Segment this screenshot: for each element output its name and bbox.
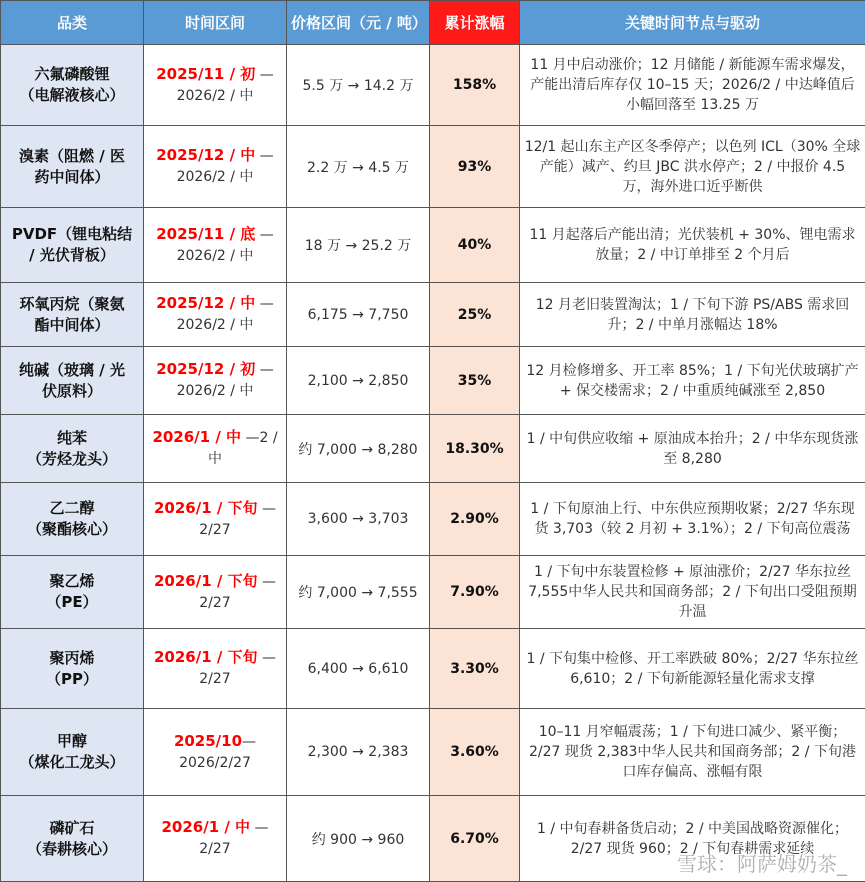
period-end: —2026/2 / 中 (177, 67, 274, 104)
period-start: 2025/12 / 中 (156, 146, 255, 164)
category-name: 乙二醇 (5, 498, 139, 519)
gain-cell: 40% (430, 208, 520, 283)
header-period: 时间区间 (144, 1, 287, 45)
category-name: 纯碱（玻璃 / 光 (5, 360, 139, 381)
price-range-cell: 18 万 → 25.2 万 (287, 208, 430, 283)
gain-cell: 3.60% (430, 709, 520, 796)
category-note: （芳烃龙头） (5, 449, 139, 470)
period-start: 2025/11 / 底 (156, 225, 255, 243)
period-end: —2/27 (199, 820, 268, 857)
drivers-cell: 12 月检修增多、开工率 85%；1 / 下旬光伏玻璃扩产 + 保交楼需求；2 / 中重质纯碱涨至 2,850 (520, 347, 865, 415)
price-range-cell: 6,400 → 6,610 (287, 629, 430, 709)
price-range-cell: 5.5 万 → 14.2 万 (287, 45, 430, 126)
table-row (1, 415, 865, 483)
table-row (1, 709, 865, 796)
category-name: 六氟磷酸锂 (5, 64, 139, 85)
table-row (1, 283, 865, 347)
period-cell (144, 126, 287, 208)
category-cell (1, 45, 144, 126)
category-cell (1, 709, 144, 796)
gain-cell: 25% (430, 283, 520, 347)
table-row (1, 556, 865, 629)
category-cell (1, 347, 144, 415)
period-end: —2026/2 / 中 (177, 362, 274, 399)
price-range-cell: 约 900 → 960 (287, 796, 430, 882)
period-end: —2/27 (199, 650, 276, 687)
category-name: 纯苯 (5, 428, 139, 449)
gain-cell: 7.90% (430, 556, 520, 629)
period-start: 2026/1 / 下旬 (154, 648, 258, 666)
category-note: （煤化工龙头） (5, 752, 139, 773)
gain-cell: 93% (430, 126, 520, 208)
category-cell (1, 556, 144, 629)
period-start: 2025/12 / 初 (156, 360, 255, 378)
header-drivers: 关键时间节点与驱动 (520, 1, 865, 45)
period-end: —2026/2/27 (179, 734, 256, 771)
drivers-cell: 12/1 起山东主产区冬季停产；以色列 ICL（30% 全球产能）减产、约旦 JBC 洪水停产；2 / 中报价 4.5 万，海外进口近乎断供 (520, 126, 865, 208)
price-range-cell: 2.2 万 → 4.5 万 (287, 126, 430, 208)
price-range-cell: 约 7,000 → 8,280 (287, 415, 430, 483)
category-note: （聚酯核心） (5, 519, 139, 540)
category-name: 聚乙烯 (5, 571, 139, 592)
category-name: 环氧丙烷（聚氨 (5, 294, 139, 315)
table-row (1, 347, 865, 415)
category-note: 酯中间体） (5, 315, 139, 336)
drivers-cell: 1 / 中旬春耕备货启动；2 / 中美国战略资源催化；2/27 现货 960；2 / 下旬春耕需求延续 (520, 796, 865, 882)
category-note: 伏原料） (5, 381, 139, 402)
period-start: 2026/1 / 中 (152, 428, 241, 446)
category-name: 溴素（阻燃 / 医 (5, 146, 139, 167)
gain-cell: 158% (430, 45, 520, 126)
period-end: —2/27 (199, 574, 276, 611)
category-note: （春耕核心） (5, 839, 139, 860)
category-note: / 光伏背板） (5, 245, 139, 266)
drivers-cell: 10–11 月窄幅震荡；1 / 下旬进口减少、紧平衡；2/27 现货 2,383中华人民共和国商务部；2 / 下旬港口库存偏高、涨幅有限 (520, 709, 865, 796)
period-end: —2026/2 / 中 (177, 296, 274, 333)
table-row (1, 483, 865, 556)
header-gain: 累计涨幅 (430, 1, 520, 45)
drivers-cell: 1 / 下旬中东装置检修 + 原油涨价；2/27 华东拉丝 7,555中华人民共和国商务部；2 / 下旬出口受阻预期升温 (520, 556, 865, 629)
header-price: 价格区间（元 / 吨） (287, 1, 430, 45)
price-range-cell: 6,175 → 7,750 (287, 283, 430, 347)
category-cell (1, 208, 144, 283)
period-cell (144, 208, 287, 283)
price-range-cell: 3,600 → 3,703 (287, 483, 430, 556)
table-row (1, 629, 865, 709)
period-end: —2026/2 / 中 (177, 227, 274, 264)
category-note: （PP） (5, 669, 139, 690)
period-cell (144, 347, 287, 415)
header-category: 品类 (1, 1, 144, 45)
drivers-cell: 11 月中启动涨价；12 月储能 / 新能源车需求爆发，产能出清后库存仅 10–15 天；2026/2 / 中达峰值后小幅回落至 13.25 万 (520, 45, 865, 126)
price-range-cell: 2,300 → 2,383 (287, 709, 430, 796)
period-start: 2025/11 / 初 (156, 65, 255, 83)
category-name: 磷矿石 (5, 818, 139, 839)
period-cell (144, 45, 287, 126)
category-name: PVDF（锂电粘结 (5, 224, 139, 245)
period-cell (144, 556, 287, 629)
price-range-cell: 约 7,000 → 7,555 (287, 556, 430, 629)
table-row (1, 208, 865, 283)
category-note: （PE） (5, 592, 139, 613)
gain-cell: 35% (430, 347, 520, 415)
period-cell (144, 283, 287, 347)
header-row (1, 1, 865, 45)
period-end: —2/27 (199, 501, 276, 538)
drivers-cell: 1 / 下旬集中检修、开工率跌破 80%；2/27 华东拉丝 6,610；2 / 下旬新能源轻量化需求支撑 (520, 629, 865, 709)
table-row (1, 126, 865, 208)
period-start: 2026/1 / 下旬 (154, 572, 258, 590)
category-cell (1, 415, 144, 483)
gain-cell: 6.70% (430, 796, 520, 882)
category-note: 药中间体） (5, 167, 139, 188)
category-cell (1, 796, 144, 882)
table-row (1, 45, 865, 126)
table-row (1, 796, 865, 882)
period-start: 2026/1 / 下旬 (154, 499, 258, 517)
category-note: （电解液核心） (5, 85, 139, 106)
period-start: 2026/1 / 中 (161, 818, 250, 836)
period-cell (144, 709, 287, 796)
price-range-cell: 2,100 → 2,850 (287, 347, 430, 415)
gain-cell: 2.90% (430, 483, 520, 556)
period-cell (144, 796, 287, 882)
category-name: 聚丙烯 (5, 648, 139, 669)
period-cell (144, 483, 287, 556)
period-start: 2025/10 (174, 732, 242, 750)
watermark: 雪球：阿萨姆奶茶_ (677, 848, 847, 877)
period-end: —2026/2 / 中 (177, 148, 274, 185)
drivers-cell: 11 月起落后产能出清；光伏装机 + 30%、锂电需求放量；2 / 中订单排至 2 个月后 (520, 208, 865, 283)
gain-cell: 18.30% (430, 415, 520, 483)
category-cell (1, 126, 144, 208)
category-cell (1, 283, 144, 347)
drivers-cell: 12 月老旧装置淘汰；1 / 下旬下游 PS/ABS 需求回升；2 / 中单月涨幅达 18% (520, 283, 865, 347)
period-start: 2025/12 / 中 (156, 294, 255, 312)
period-cell (144, 415, 287, 483)
drivers-cell: 1 / 中旬供应收缩 + 原油成本抬升；2 / 中华东现货涨至 8,280 (520, 415, 865, 483)
category-name: 甲醇 (5, 731, 139, 752)
drivers-cell: 1 / 下旬原油上行、中东供应预期收紧；2/27 华东现货 3,703（较 2 月初 + 3.1%）；2 / 下旬高位震荡 (520, 483, 865, 556)
period-end: —2 / 中 (208, 430, 278, 467)
period-cell (144, 629, 287, 709)
category-cell (1, 629, 144, 709)
category-cell (1, 483, 144, 556)
gain-cell: 3.30% (430, 629, 520, 709)
